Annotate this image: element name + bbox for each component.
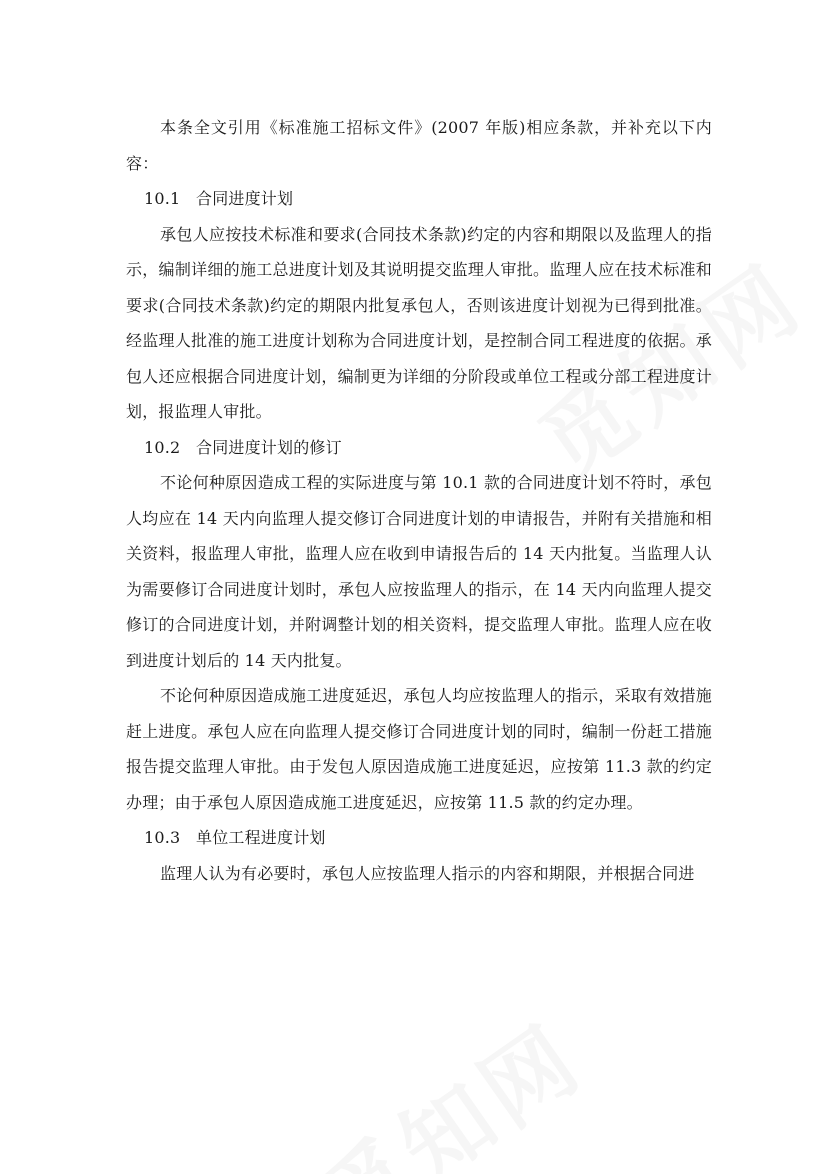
section-title: 合同进度计划	[196, 189, 294, 208]
section-heading-10-3	[126, 820, 712, 856]
intro-paragraph: 本条全文引用《标准施工招标文件》(2007 年版)相应条款，并补充以下内容：	[126, 118, 712, 173]
section-10-1-paragraph: 承包人应按技术标准和要求(合同技术条款)约定的内容和期限以及监理人的指示，编制详细的施工总进度计划及其说明提交监理人审批。监理人应在技术标准和要求(合同技术条款)约定的期限内批复承包人，否则该进度计划视为已得到批准。经监理人批准的施工进度计划称为合同进度计划，是控制合同工程进度的依据。承包人还应根据合同进度计划，编制更为详细的分阶段或单位工程或分部工程进度计划，报监理人审批。	[126, 224, 712, 421]
document-body	[126, 110, 712, 891]
section-10-2-paragraph-2: 不论何种原因造成施工进度延迟，承包人均应按监理人的指示，采取有效措施赶上进度。承包人应在向监理人提交修订合同进度计划的同时，编制一份赶工措施报告提交监理人审批。由于发包人原因造成施工进度延迟，应按第 11.3 款的约定办理；由于承包人原因造成施工进度延迟，应按第 11.5 款的约定办理。	[126, 686, 712, 812]
section-title: 合同进度计划的修订	[196, 437, 342, 457]
section-10-3-paragraph: 监理人认为有必要时，承包人应按监理人指示的内容和期限，并根据合同进	[160, 863, 695, 883]
section-number: 10.1	[144, 189, 181, 208]
section-number: 10.2	[144, 437, 181, 457]
section-10-2-paragraph-1: 不论何种原因造成工程的实际进度与第 10.1 款的合同进度计划不符时，承包人均应在 14 天内向监理人提交修订合同进度计划的申请报告，并附有关措施和相关资料，报监理人审批，监理人应在收到申请报告后的 14 天内批复。当监理人认为需要修订合同进度计划时，承包人应按监理人的指示，在 14 天内向监理人提交修订的合同进度计划，并附调整计划的相关资料，提交监理人审批。监理人应在收到进度计划后的 14 天内批复。	[126, 473, 712, 670]
section-number: 10.3	[144, 828, 181, 847]
watermark-mark	[289, 987, 604, 1174]
section-heading-10-1	[126, 181, 712, 217]
section-heading-10-2	[126, 430, 712, 466]
section-title: 单位工程进度计划	[196, 828, 326, 847]
